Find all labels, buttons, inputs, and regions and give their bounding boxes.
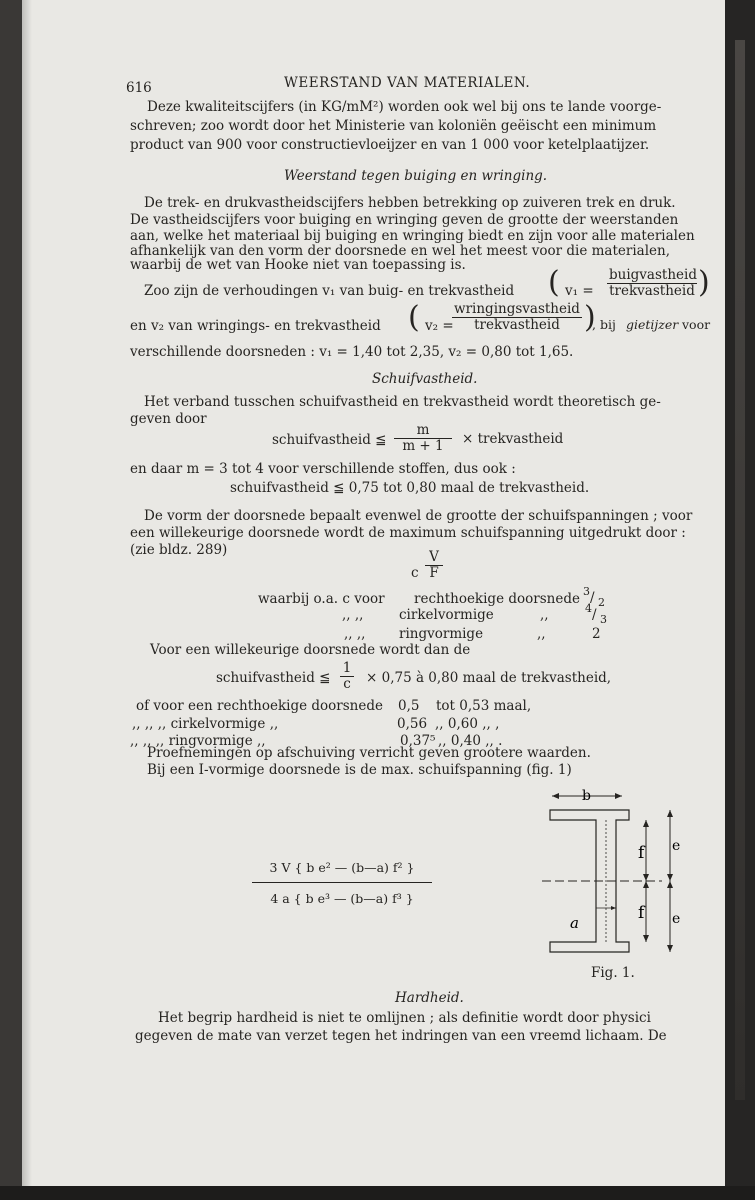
s2-line-5: een willekeurige doorsnede wordt de maximum schuifspanning uitgedrukt door : — [130, 525, 686, 541]
table-row-3-c: ,, 0,40 ,, . — [438, 733, 503, 749]
dimension-a — [570, 906, 616, 932]
ratio2-close-paren: ) — [584, 300, 596, 335]
c-row-2-value-num: 4 — [585, 602, 592, 615]
ratio1-lhs: v₁ = — [565, 283, 594, 299]
s2-line-1: Het verband tusschen schuifvastheid en trekvastheid wordt theoretisch ge- — [144, 394, 661, 410]
c-row-1-value-slash: / — [590, 590, 595, 606]
ratio1-fraction — [607, 268, 697, 299]
dimension-b — [552, 788, 622, 804]
formula1-numerator: m — [416, 422, 430, 438]
table-row-1-b: 0,5 — [398, 698, 420, 714]
c-row-2-ditto: ,, — [540, 607, 549, 623]
scan-bottom-border — [0, 1186, 755, 1200]
formula4-rhs: × 0,75 à 0,80 maal de trekvastheid, — [366, 670, 612, 686]
s2-line-8: Proefnemingen op afschuiving verricht geven grootere waarden. — [147, 745, 591, 761]
formula5-fraction — [252, 858, 432, 909]
ratio2-suffix-c: voor — [682, 317, 711, 332]
s1-line-1: De trek- en drukvastheidscijfers hebben betrekking op zuiveren trek en druk. — [144, 195, 676, 211]
ratio1-prefix: Zoo zijn de verhoudingen v₁ van buig- en trekvastheid — [144, 283, 515, 299]
c-row-3-lead: ,, ,, — [344, 626, 366, 642]
c-row-1-value-num: 3 — [583, 585, 590, 598]
s2-line-6: (zie bldz. 289) — [130, 542, 228, 558]
c-row-2-lead: ,, ,, — [342, 607, 364, 623]
table-row-2-c: ,, 0,60 ,, , — [435, 716, 500, 732]
formula1-rhs: × trekvastheid — [462, 431, 564, 447]
formula4-denominator: c — [340, 676, 354, 692]
s2-line-9: Bij een I-vormige doorsnede is de max. schuifspanning (fig. 1) — [147, 762, 572, 778]
formula3-fraction — [425, 550, 443, 581]
label-a: a — [570, 914, 579, 932]
ratio2-numerator: wringingsvastheid — [454, 301, 580, 317]
ratio1-denominator: trekvastheid — [607, 283, 697, 299]
figure-caption: Fig. 1. — [591, 965, 635, 981]
intro-line-1: Deze kwaliteitscijfers (in KG/mM²) worden ook wel bij ons te lande voorge- — [147, 99, 662, 115]
s1-line-2: De vastheidscijfers voor buiging en wringing geven de grootte der weerstanden — [130, 212, 679, 228]
label-b: b — [582, 788, 591, 804]
formula1-lhs: schuifvastheid ≦ — [272, 432, 387, 448]
c-row-3-value: 2 — [592, 626, 601, 642]
label-e-top: e — [672, 838, 681, 854]
c-row-2-value-slash: / — [592, 607, 597, 623]
formula3-denominator: F — [425, 565, 443, 581]
section-heading-schuifvastheid: Schuifvastheid. — [372, 371, 478, 387]
c-row-1-label: rechthoekige doorsnede — [414, 591, 580, 607]
ratio2-open-paren: ( — [408, 300, 420, 335]
section-heading-hardheid: Hardheid. — [395, 990, 464, 1006]
ratio2-prefix: en v₂ van wringings- en trekvastheid — [130, 318, 381, 334]
s3-line-2: gegeven de mate van verzet tegen het indringen van een vreemd lichaam. De — [135, 1028, 667, 1044]
ratio2-denominator: trekvastheid — [452, 317, 582, 333]
values-line: verschillende doorsneden : v₁ = 1,40 tot 2,35, v₂ = 0,80 tot 1,65. — [130, 344, 574, 360]
table-row-2-a: ,, ,, ,, cirkelvormige ,, — [132, 716, 279, 732]
s1-line-5: waarbij de wet van Hooke niet van toepassing is. — [130, 257, 466, 273]
table-row-3-b: 0,37⁵ — [400, 733, 436, 749]
s1-line-4: afhankelijk van den vorm der doorsnede en wel het meest voor die materialen, — [130, 243, 670, 259]
label-e-bottom: e — [672, 911, 681, 927]
formula1-fraction — [394, 423, 452, 454]
c-row-2-value-den: 3 — [600, 613, 607, 626]
formula4-fraction — [340, 661, 354, 692]
page-number: 616 — [126, 80, 152, 96]
c-row-3-label: ringvormige — [399, 626, 484, 642]
formula3-c: c — [411, 565, 419, 581]
dimension-e — [667, 810, 680, 952]
table-row-2-b: 0,56 — [397, 716, 428, 732]
c-row-1-lead: waarbij o.a. c voor — [258, 591, 385, 607]
intro-line-2: schreven; zoo wordt door het Ministerie van koloniën geëischt een minimum — [130, 118, 657, 134]
book-page — [22, 0, 725, 1186]
i-section-figure — [512, 780, 682, 970]
intro-line-3: product van 900 voor constructievloeijzer en van 1 000 voor ketelplaatijzer. — [130, 137, 650, 153]
c-row-3-ditto: ,, — [537, 626, 546, 642]
formula5-denominator: 4 a { b e³ — (b—a) f³ } — [252, 882, 432, 909]
ratio2-lhs: v₂ = — [425, 318, 454, 334]
label-f-bottom: f — [638, 903, 645, 923]
section-heading-buiging: Weerstand tegen buiging en wringing. — [284, 168, 548, 184]
formula3-numerator: V — [429, 549, 439, 565]
adjacent-page-edge — [725, 0, 755, 1200]
c-row-2-label: cirkelvormige — [399, 607, 494, 623]
ratio1-open-paren: ( — [548, 265, 560, 300]
ratio2-suffix-b: gietijzer — [626, 317, 679, 332]
label-f-top: f — [638, 843, 645, 863]
formula2: schuifvastheid ≦ 0,75 tot 0,80 maal de trekvastheid. — [230, 480, 590, 496]
page-edge-shadow — [22, 0, 32, 1186]
ratio1-numerator: buigvastheid — [609, 267, 697, 283]
c-row-1-value-den: 2 — [598, 596, 605, 609]
formula4-numerator: 1 — [342, 660, 352, 676]
s1-line-3: aan, welke het materiaal bij buiging en wringing biedt en zijn voor alle materialen — [130, 228, 695, 244]
s3-line-1: Het begrip hardheid is niet te omlijnen ; als definitie wordt door physici — [158, 1010, 651, 1026]
formula5-numerator: 3 V { b e² — (b—a) f² } — [269, 860, 415, 875]
ratio2-suffix-a: , bij — [592, 317, 616, 332]
ratio2-fraction — [452, 302, 582, 333]
formula4-lhs: schuifvastheid ≦ — [216, 670, 331, 686]
table-row-1-c: tot 0,53 maal, — [436, 698, 532, 714]
s2-line-7: Voor een willekeurige doorsnede wordt dan de — [150, 642, 471, 658]
s2-line-4: De vorm der doorsnede bepaalt evenwel de grootte der schuifspanningen ; voor — [144, 508, 693, 524]
ratio1-close-paren: ) — [698, 265, 710, 300]
table-row-3-a: ,, ,, ,, ringvormige ,, — [130, 733, 266, 749]
formula1-denominator: m + 1 — [394, 438, 452, 454]
s2-line-3: en daar m = 3 tot 4 voor verschillende stoffen, dus ook : — [130, 461, 516, 477]
table-row-1-a: of voor een rechthoekige doorsnede — [136, 698, 383, 714]
adjacent-page-bar — [735, 40, 745, 1100]
s2-line-2: geven door — [130, 411, 207, 427]
running-title: WEERSTAND VAN MATERIALEN. — [284, 75, 531, 91]
